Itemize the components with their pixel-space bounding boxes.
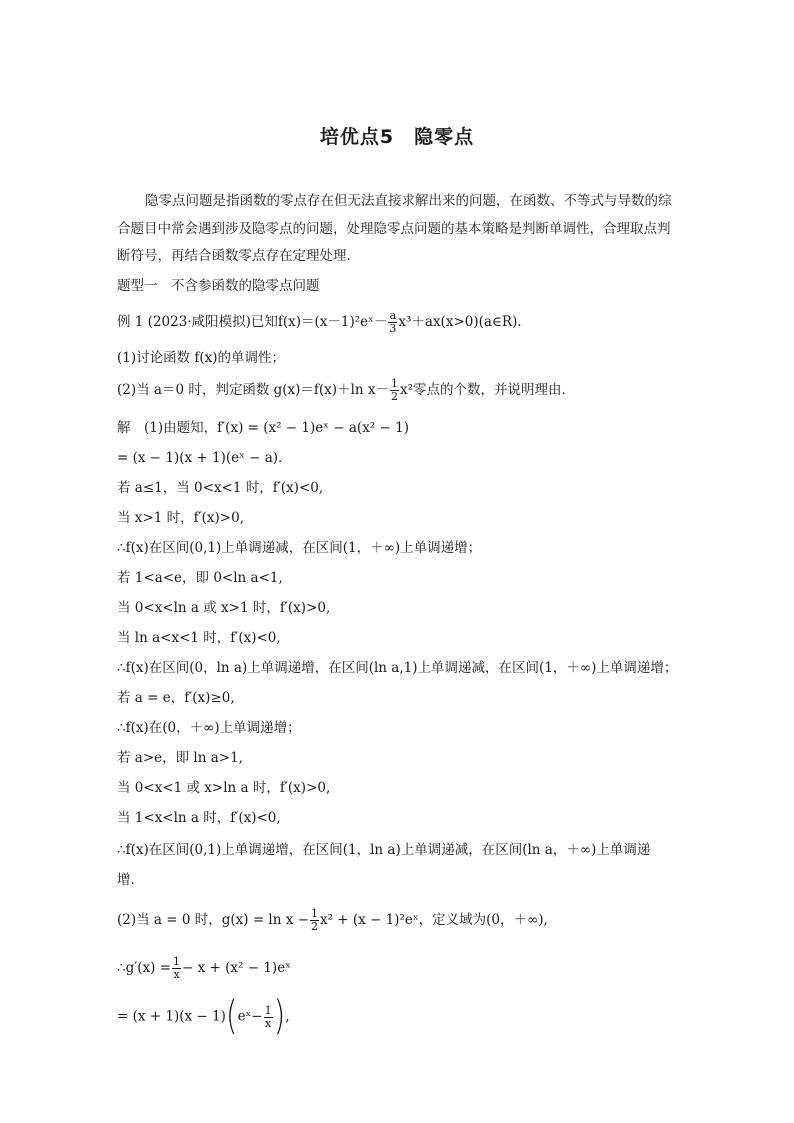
fraction-denominator: 2 xyxy=(310,920,318,933)
question-2-suffix: x²零点的个数，并说明理由． xyxy=(399,382,576,398)
fraction-denominator: 2 xyxy=(390,390,398,403)
solution-line-1: 解 (1)由题知，f′(x) = (x² − 1)eˣ − a(x² − 1) xyxy=(117,420,409,436)
solution-line-7: 当 0<x<ln a 或 x>1 时，f′(x)>0, xyxy=(117,600,331,616)
solution-line-17 xyxy=(117,908,548,933)
solution-line-3: 若 a≤1，当 0<x<1 时，f′(x)<0, xyxy=(117,480,324,496)
fraction-numerator: 1 xyxy=(173,955,181,968)
fraction-one-half xyxy=(390,378,399,403)
fraction-numerator: 1 xyxy=(264,1003,272,1017)
right-paren: ) xyxy=(273,992,286,1040)
line-19-middle: eˣ− xyxy=(237,1008,263,1025)
solution-line-6: 若 1<a<e，即 0<ln a<1, xyxy=(117,570,283,586)
solution-line-18 xyxy=(117,956,291,981)
line-19-prefix: = (x + 1)(x − 1) xyxy=(117,1008,226,1025)
intro-text: 隐零点问题是指函数的零点存在但无法直接求解出来的问题，在函数、不等式与导数的综合题目中常会遇到涉及隐零点的问题，处理隐零点问题的基本策略是判断单调性，合理取点判断符号，再结合函数零点存在定理处理． xyxy=(117,193,672,264)
solution-line-16: 增． xyxy=(117,872,144,888)
fraction-one-over-x xyxy=(172,956,181,981)
solution-line-11: ∴f(x)在(0，＋∞)上单调递增； xyxy=(117,720,301,736)
line-18-prefix: ∴g′(x) = xyxy=(117,960,172,976)
fraction-denominator: 3 xyxy=(389,322,397,335)
example-function-tail: x³＋ax(x>0)(a∈R)． xyxy=(398,314,531,330)
question-1: (1)讨论函数 f(x)的单调性； xyxy=(117,350,286,366)
question-2-prefix: (2)当 a＝0 时，判定函数 g(x)＝f(x)＋ln x－ xyxy=(117,382,389,398)
example-prefix: 例 1 (2023·咸阳模拟)已知 xyxy=(117,314,278,330)
fraction-numerator: a xyxy=(389,309,397,322)
solution-line-9: ∴f(x)在区间(0，ln a)上单调递增，在区间(ln a,1)上单调递减，在区间(1，＋∞)上单调递增； xyxy=(117,660,678,676)
solution-line-15: ∴f(x)在区间(0,1)上单调递增，在区间(1，ln a)上单调递减，在区间(ln a，＋∞)上单调递 xyxy=(117,842,651,858)
solution-line-14: 当 1<x<ln a 时，f′(x)<0, xyxy=(117,810,281,826)
fraction-one-over-x xyxy=(264,1005,273,1030)
left-paren: ( xyxy=(225,992,238,1040)
line-17-suffix: x² + (x − 1)²eˣ，定义域为(0，＋∞), xyxy=(319,912,548,928)
question-2 xyxy=(117,378,575,403)
solution-line-5: ∴f(x)在区间(0,1)上单调递减，在区间(1，＋∞)上单调递增； xyxy=(117,540,482,556)
type-heading: 题型一 不含参函数的隐零点问题 xyxy=(117,278,320,294)
solution-line-2: = (x − 1)(x + 1)(eˣ − a)． xyxy=(117,450,292,466)
fraction-denominator: x xyxy=(265,1016,272,1030)
line-17-prefix: (2)当 a = 0 时，g(x) = ln x − xyxy=(117,912,309,928)
solution-line-10: 若 a = e，f′(x)≥0, xyxy=(117,690,235,706)
fraction-numerator: 1 xyxy=(390,377,398,390)
page-title: 培优点5 隐零点 xyxy=(319,126,475,148)
example-function: f(x)＝(x－1)²eˣ－ xyxy=(277,314,388,330)
fraction-a-over-3 xyxy=(388,310,397,335)
solution-line-13: 当 0<x<1 或 x>ln a 时，f′(x)>0, xyxy=(117,780,331,796)
solution-line-19 xyxy=(117,992,290,1040)
fraction-one-half xyxy=(310,908,319,933)
fraction-numerator: 1 xyxy=(310,907,318,920)
solution-line-12: 若 a>e，即 ln a>1, xyxy=(117,750,243,766)
line-19-suffix: , xyxy=(285,1008,290,1025)
solution-line-4: 当 x>1 时，f′(x)>0, xyxy=(117,510,244,526)
example-statement xyxy=(117,310,531,335)
intro-paragraph xyxy=(117,188,679,271)
line-18-suffix: − x + (x² − 1)eˣ xyxy=(182,960,291,976)
solution-line-8: 当 ln a<x<1 时，f′(x)<0, xyxy=(117,630,281,646)
fraction-denominator: x xyxy=(173,968,180,981)
